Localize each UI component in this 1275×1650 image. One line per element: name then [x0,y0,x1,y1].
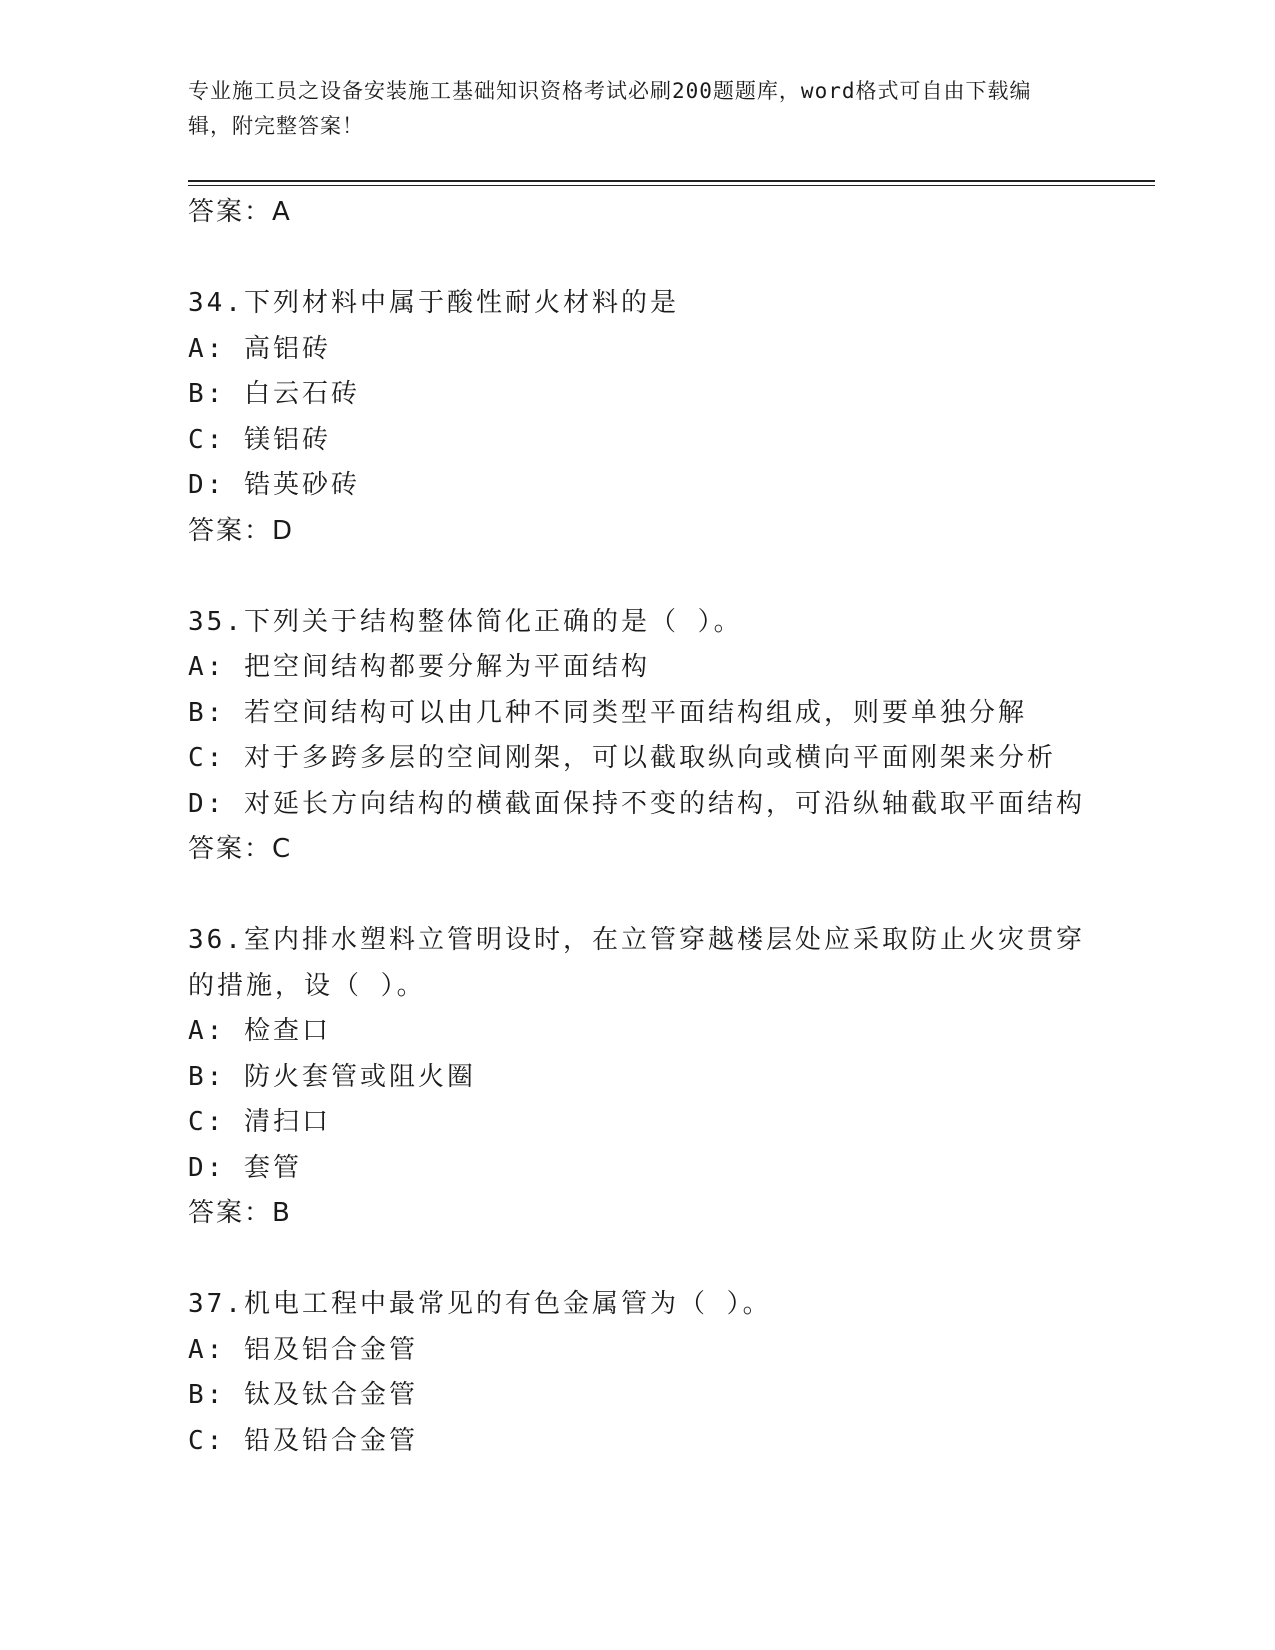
option-c: C: 对于多跨多层的空间刚架，可以截取纵向或横向平面刚架来分析 [188,743,1056,773]
blank-line [188,236,1108,282]
question-list [188,190,1108,1464]
header-divider-thin [188,185,1155,186]
question-answer: 答案：C [188,834,293,864]
question-block [188,281,1108,554]
blank-line [188,1237,1108,1283]
option-b: B: 防火套管或阻火圈 [188,1061,476,1092]
option-a: A: 高铝砖 [188,333,331,364]
option-d: D: 对延长方向结构的横截面保持不变的结构，可沿纵轴截取平面结构 [188,788,1085,819]
option-d: D: 锆英砂砖 [188,470,360,500]
question-answer: 答案：B [188,1198,292,1228]
question-stem: 34.下列材料中属于酸性耐火材料的是 [188,288,679,318]
option-b: B: 白云石砖 [188,379,360,409]
blank-line [188,554,1108,600]
blank-line [188,873,1108,919]
option-a: A: 把空间结构都要分解为平面结构 [188,652,650,682]
question-block [188,600,1108,873]
header-divider-thick [188,180,1155,182]
option-a: A: 检查口 [188,1016,331,1046]
option-b: B: 钛及钛合金管 [188,1380,418,1410]
option-c: C: 铅及铅合金管 [188,1425,418,1456]
option-c: C: 清扫口 [188,1107,331,1137]
previous-answer: 答案：A [188,197,292,227]
question-stem: 35.下列关于结构整体简化正确的是（ ）。 [188,606,743,637]
option-b: B: 若空间结构可以由几种不同类型平面结构组成，则要单独分解 [188,697,1027,728]
question-stem: 37.机电工程中最常见的有色金属管为（ ）。 [188,1289,772,1319]
question-stem: 36.室内排水塑料立管明设时，在立管穿越楼层处应采取防止火灾贯穿的措施，设（ ）。 [188,925,1085,1001]
question-answer: 答案：D [188,515,295,546]
question-block [188,1282,1108,1464]
document-header-title: 专业施工员之设备安装施工基础知识资格考试必刷200题题库，word格式可自由下载编辑，附完整答案！ [188,79,1032,138]
question-block [188,918,1108,1237]
option-a: A: 铝及铝合金管 [188,1334,418,1365]
option-c: C: 镁铝砖 [188,424,331,455]
option-d: D: 套管 [188,1152,302,1183]
